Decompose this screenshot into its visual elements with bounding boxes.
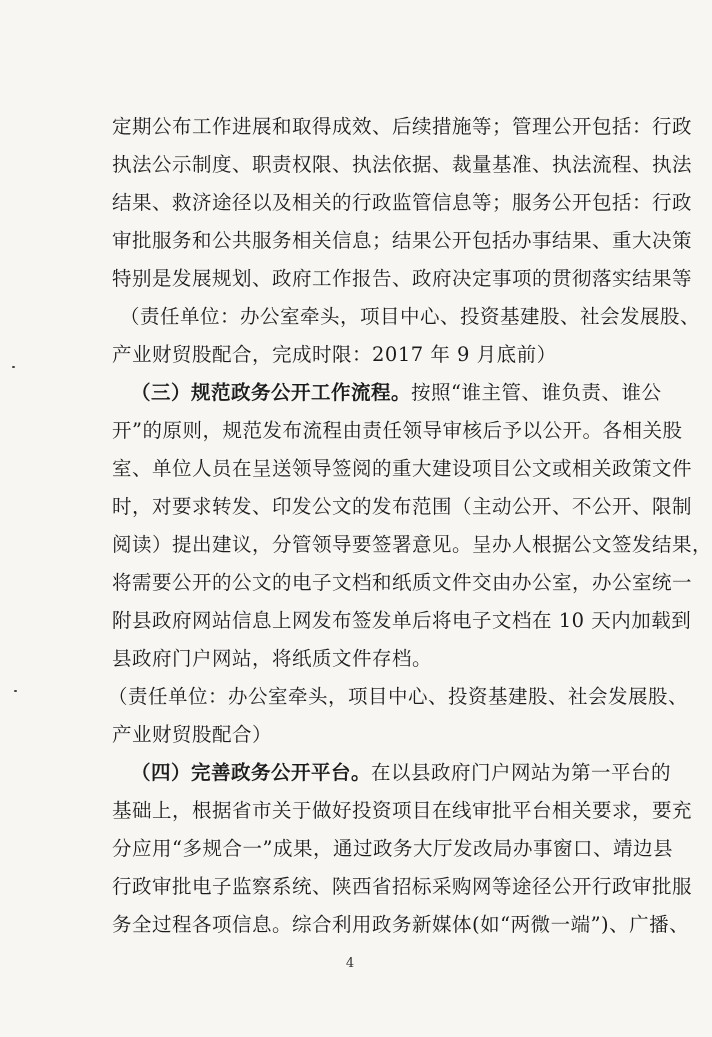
text-line: 分应用“多规合一”成果，通过政务大厅发改局办事窗口、靖边县 xyxy=(112,837,673,860)
section-heading-line: （三）规范政务公开工作流程。按照“谁主管、谁负责、谁公 xyxy=(131,381,662,404)
text-line: （责任单位：办公室牵头，项目中心、投资基建股、社会发展股、 xyxy=(108,685,689,708)
text-line: 特别是发展规划、政府工作报告、政府决定事项的贯彻落实结果等 xyxy=(112,267,693,290)
text-line: 产业财贸股配合，完成时限：2017 年 9 月底前） xyxy=(112,343,557,366)
text-line: 县政府门户网站，将纸质文件存档。 xyxy=(112,647,433,670)
page-number: 4 xyxy=(345,956,355,971)
text-line: 基础上，根据省市关于做好投资项目在线审批平台相关要求，要充 xyxy=(112,799,693,822)
text-line: 室、单位人员在呈送领导签阅的重大建设项目公文或相关政策文件 xyxy=(112,457,693,480)
text-line: 开”的原则，规范发布流程由责任领导审核后予以公开。各相关股 xyxy=(112,419,683,442)
section-heading: （三）规范政务公开工作流程。 xyxy=(131,381,412,404)
scan-speck xyxy=(14,690,17,692)
scan-speck xyxy=(12,366,15,368)
text-line: 附县政府网站信息上网发布签发单后将电子文档在 10 天内加载到 xyxy=(112,609,692,632)
text-line: 阅读）提出建议，分管领导要签署意见。呈办人根据公文签发结果， xyxy=(112,533,712,556)
text-line: 务全过程各项信息。综合利用政务新媒体(如“两微一端”)、广播、 xyxy=(112,913,690,936)
text-line: 时，对要求转发、印发公文的发布范围（主动公开、不公开、限制 xyxy=(112,495,693,518)
text-line: 执法公示制度、职责权限、执法依据、裁量基准、执法流程、执法 xyxy=(112,153,693,176)
text-line: 定期公布工作进展和取得成效、后续措施等；管理公开包括：行政 xyxy=(112,115,693,138)
text-line: 将需要公开的公文的电子文档和纸质文件交由办公室，办公室统一 xyxy=(112,571,693,594)
text-line: 产业财贸股配合） xyxy=(112,723,273,746)
text-line: 结果、救济途径以及相关的行政监管信息等；服务公开包括：行政 xyxy=(112,191,693,214)
section-heading-line: （四）完善政务公开平台。在以县政府门户网站为第一平台的 xyxy=(131,761,672,784)
section-heading: （四）完善政务公开平台。 xyxy=(131,761,372,784)
text-line: 行政审批电子监察系统、陕西省招标采购网等途径公开行政审批服 xyxy=(112,875,693,898)
text-line: 审批服务和公共服务相关信息；结果公开包括办事结果、重大决策 xyxy=(112,229,693,252)
text-line: （责任单位：办公室牵头，项目中心、投资基建股、社会发展股、 xyxy=(120,305,701,328)
